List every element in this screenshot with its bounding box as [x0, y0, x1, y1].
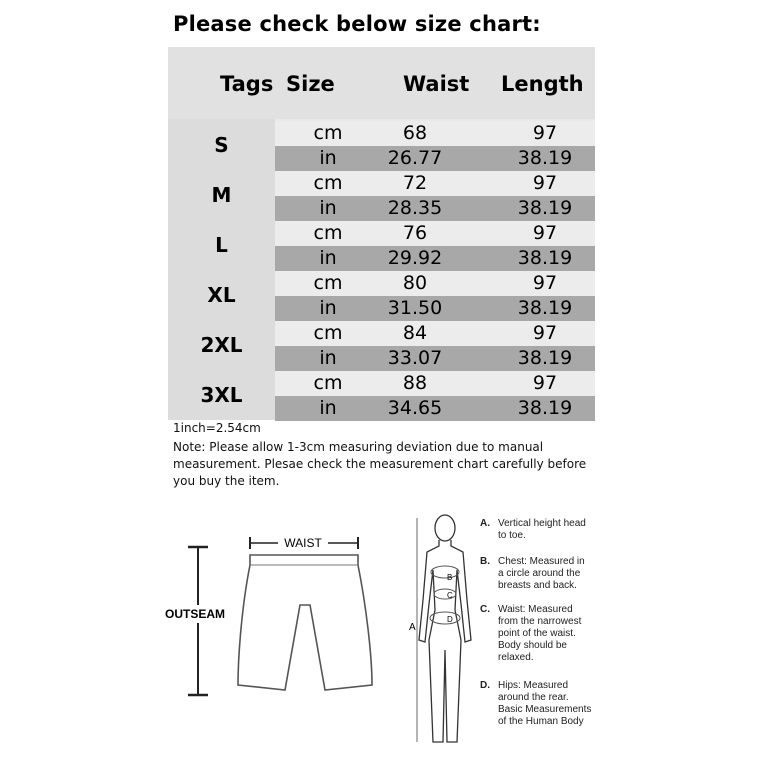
length-cell: 38.19 [517, 397, 573, 419]
label-a: A [409, 622, 416, 633]
unit-cell: cm [313, 322, 343, 344]
length-cell: 38.19 [517, 297, 573, 319]
unit-cell: in [319, 297, 337, 319]
outseam-label: OUTSEAM [165, 607, 225, 621]
length-cell: 97 [532, 322, 558, 344]
table-row [275, 196, 595, 221]
table-row [275, 146, 595, 171]
unit-cell: in [319, 197, 337, 219]
size-tag: XL [207, 283, 236, 307]
waist-cell: 76 [402, 222, 428, 244]
header-size: Size [286, 72, 335, 96]
table-row [275, 296, 595, 321]
label-c: C [447, 591, 453, 600]
table-row [275, 346, 595, 371]
length-cell: 38.19 [517, 347, 573, 369]
length-cell: 38.19 [517, 197, 573, 219]
body-diagram [405, 510, 485, 750]
note-line-1: Note: Please allow 1-3cm measuring deviation due to manual [173, 440, 544, 454]
waist-cell: 31.50 [387, 297, 443, 319]
table-row [275, 271, 595, 296]
unit-cell: in [319, 247, 337, 269]
waist-cell: 28.35 [387, 197, 443, 219]
table-row [275, 246, 595, 271]
page-title: Please check below size chart: [173, 12, 541, 36]
length-cell: 97 [532, 372, 558, 394]
size-tag: 3XL [200, 383, 243, 407]
length-cell: 97 [532, 122, 558, 144]
length-cell: 97 [532, 272, 558, 294]
shorts-diagram [150, 525, 380, 705]
waist-cell: 33.07 [387, 347, 443, 369]
unit-cell: cm [313, 272, 343, 294]
length-cell: 38.19 [517, 247, 573, 269]
length-cell: 97 [532, 222, 558, 244]
waist-cell: 84 [402, 322, 428, 344]
body-outline [419, 540, 471, 742]
unit-cell: cm [313, 222, 343, 244]
unit-cell: cm [313, 172, 343, 194]
label-b: B [447, 573, 453, 582]
table-row [275, 221, 595, 246]
size-tag: M [211, 183, 232, 207]
unit-cell: in [319, 147, 337, 169]
unit-cell: cm [313, 122, 343, 144]
table-header [168, 47, 595, 119]
header-tags: Tags [220, 72, 274, 96]
waist-cell: 80 [402, 272, 428, 294]
header-length: Length [501, 72, 584, 96]
waist-label: WAIST [284, 536, 322, 550]
label-d: D [447, 615, 453, 624]
header-waist: Waist [403, 72, 470, 96]
unit-cell: in [319, 347, 337, 369]
length-cell: 38.19 [517, 147, 573, 169]
size-chart-table [168, 47, 595, 420]
waist-cell: 88 [402, 372, 428, 394]
table-row [275, 321, 595, 346]
note-line-2: measurement. Plesae check the measurement chart carefully before [173, 457, 587, 471]
table-row [275, 396, 595, 421]
conversion-note: 1inch=2.54cm [173, 421, 261, 435]
size-tag: S [214, 133, 229, 157]
head-shape [435, 515, 455, 541]
table-row [275, 171, 595, 196]
tag-labels [168, 119, 275, 420]
table-rows [275, 119, 595, 420]
unit-cell: in [319, 397, 337, 419]
waist-cell: 26.77 [387, 147, 443, 169]
waist-cell: 72 [402, 172, 428, 194]
table-row [275, 121, 595, 146]
waist-cell: 34.65 [387, 397, 443, 419]
unit-cell: cm [313, 372, 343, 394]
shorts-outline [238, 555, 372, 690]
size-tag: L [215, 233, 228, 257]
table-row [275, 371, 595, 396]
waist-cell: 68 [402, 122, 428, 144]
size-tag: 2XL [200, 333, 243, 357]
waist-cell: 29.92 [387, 247, 443, 269]
length-cell: 97 [532, 172, 558, 194]
note-line-3: you buy the item. [173, 474, 280, 488]
